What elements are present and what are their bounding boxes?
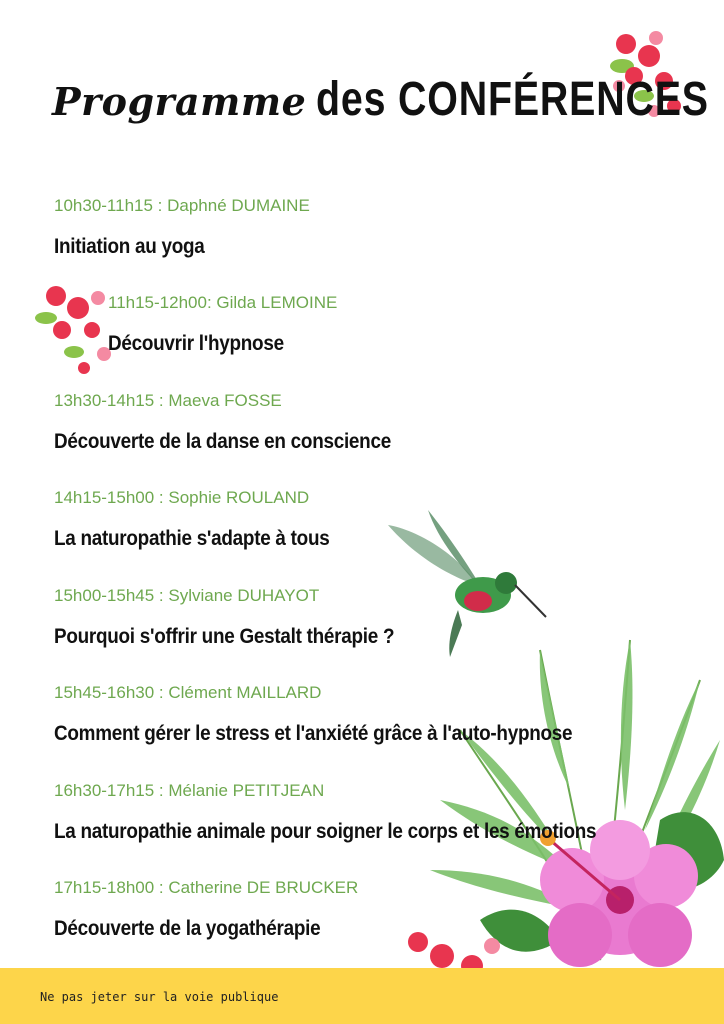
entry-topic: Découverte de la yogathérapie [54,917,321,940]
schedule-entry [108,293,337,356]
title-script-word: Programme [52,79,307,124]
entry-topic: Découverte de la danse en conscience [54,430,391,453]
footer-notice: Ne pas jeter sur la voie publique [40,990,279,1004]
schedule-entry [54,488,360,551]
schedule-entry [54,683,630,746]
schedule-entry [54,196,310,259]
title-main-words: des CONFÉRENCES [316,73,710,126]
entry-time-speaker: 15h00-15h45 : Sylviane DUHAYOT [54,586,320,605]
entry-time-speaker: 15h45-16h30 : Clément MAILLARD [54,683,322,702]
entry-topic: Initiation au yoga [54,235,205,258]
entry-topic: Découvrir l'hypnose [108,332,284,355]
entry-time-speaker: 13h30-14h15 : Maeva FOSSE [54,391,282,410]
entry-topic: La naturopathie s'adapte à tous [54,527,330,550]
footer-band [0,968,724,1024]
entry-time-speaker: 14h15-15h00 : Sophie ROULAND [54,488,310,507]
entry-time-speaker: 17h15-18h00 : Catherine DE BRUCKER [54,878,359,897]
entry-topic: Pourquoi s'offrir une Gestalt thérapie ? [54,625,395,648]
schedule-entry [54,391,428,454]
schedule-entry [54,781,657,844]
blossom-cluster-left [34,282,118,378]
page-title [52,72,724,127]
entry-time-speaker: 10h30-11h15 : Daphné DUMAINE [54,196,310,215]
entry-topic: La naturopathie animale pour soigner le corps et les émotions [54,820,597,843]
entry-time-speaker: 11h15-12h00: Gilda LEMOINE [108,293,338,312]
schedule-entry [54,586,432,649]
entry-topic: Comment gérer le stress et l'anxiété grâce à l'auto-hypnose [54,722,573,745]
schedule-entry [54,878,358,941]
entry-time-speaker: 16h30-17h15 : Mélanie PETITJEAN [54,781,325,800]
